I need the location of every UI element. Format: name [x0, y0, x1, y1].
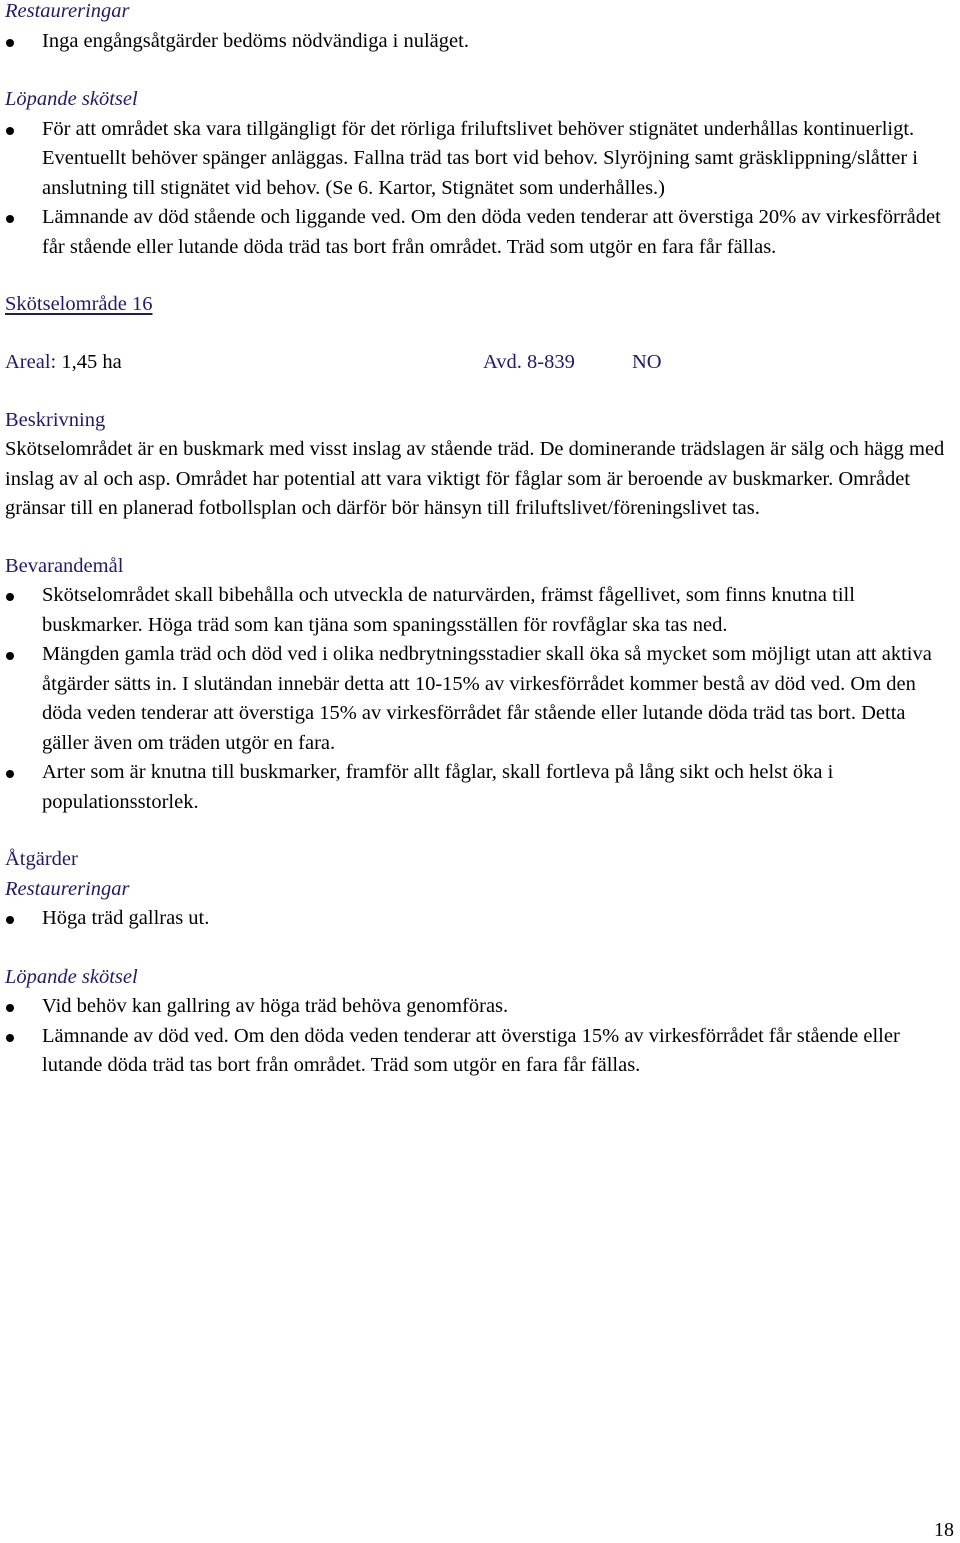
list-item: Lämnande av död stående och liggande ved. Om den döda veden tenderar att överstiga 20% av virkesförrådet får stående eller lutande döda träd tas bort från området. Träd som utgör en fara får fällas. [5, 203, 955, 262]
list-item: För att området ska vara tillgängligt för det rörliga friluftslivet behöver stignätet underhållas kontinuerligt. Eventuellt behöver spänger anläggas. Fallna träd tas bort vid behov. Slyröjning samt gräsklippning/slåtter i anslutning till stignätet vid behov. (Se 6. Kartor, Stignätet som underhålles.) [5, 115, 955, 204]
heading-beskrivning: Beskrivning [5, 408, 106, 431]
page-number: 18 [934, 1519, 954, 1541]
direction-value: NO [632, 350, 662, 373]
list-item: Lämnande av död ved. Om den döda veden tenderar att överstiga 15% av virkesförrådet får stående eller lutande döda träd tas bort från området. Träd som utgör en fara får fällas. [5, 1022, 955, 1081]
list-restaureringar [5, 27, 955, 57]
avd-value: Avd. 8-839 [483, 350, 575, 373]
list-lopande-skotsel [5, 115, 955, 263]
heading-bevarandemal: Bevarandemål [5, 554, 124, 577]
list-restaureringar-16 [5, 904, 955, 934]
document-page [5, 0, 955, 1081]
areal-label: Areal: [5, 350, 57, 373]
list-item: Höga träd gallras ut. [5, 904, 955, 934]
area-info-row [5, 348, 955, 378]
list-item: Mängden gamla träd och död ved i olika nedbrytningsstadier skall öka så mycket som möjligt utan att aktiva åtgärder sätts in. I slutändan innebär detta att 10-15% av virkesförrådet kommer bestå av död ved. Om den döda veden tenderar att överstiga 15% av virkesförrådet får stående eller lutande döda träd tas bort. Detta gäller även om träden utgör en fara. [5, 640, 955, 758]
heading-restaureringar: Restaureringar [5, 0, 130, 22]
heading-atgarder: Åtgärder [5, 848, 78, 870]
section-title: Skötselområde 16 [5, 293, 153, 315]
list-item: Skötselområdet skall bibehålla och utveckla de naturvärden, främst fågellivet, som finns knutna till buskmarker. Höga träd som kan tjäna som spaningsställen för rovfåglar ska tas ned. [5, 581, 955, 640]
heading-lopande-skotsel: Löpande skötsel [5, 88, 138, 110]
list-item: Inga engångsåtgärder bedöms nödvändiga i nuläget. [5, 27, 955, 57]
list-item: Arter som är knutna till buskmarker, framför allt fåglar, skall fortleva på lång sikt och helst öka i populationsstorlek. [5, 758, 955, 817]
list-item: Vid behöv kan gallring av höga träd behöva genomföras. [5, 992, 955, 1022]
list-bevarandemal [5, 581, 955, 817]
areal-line [5, 348, 122, 378]
areal-value: 1,45 ha [61, 350, 122, 373]
heading-lopande-skotsel-16: Löpande skötsel [5, 965, 138, 988]
heading-restaureringar-16: Restaureringar [5, 877, 130, 900]
list-lopande-skotsel-16 [5, 992, 955, 1081]
beskrivning-text: Skötselområdet är en buskmark med visst inslag av stående träd. De dominerande trädslagen är sälg och hägg med inslag av al och asp. Området har potential att vara viktigt för fåglar som är beroende av buskmarker. Området gränsar till en planerad fotbollsplan och därför bör hänsyn till friluftslivet/föreningslivet tas. [5, 438, 945, 519]
